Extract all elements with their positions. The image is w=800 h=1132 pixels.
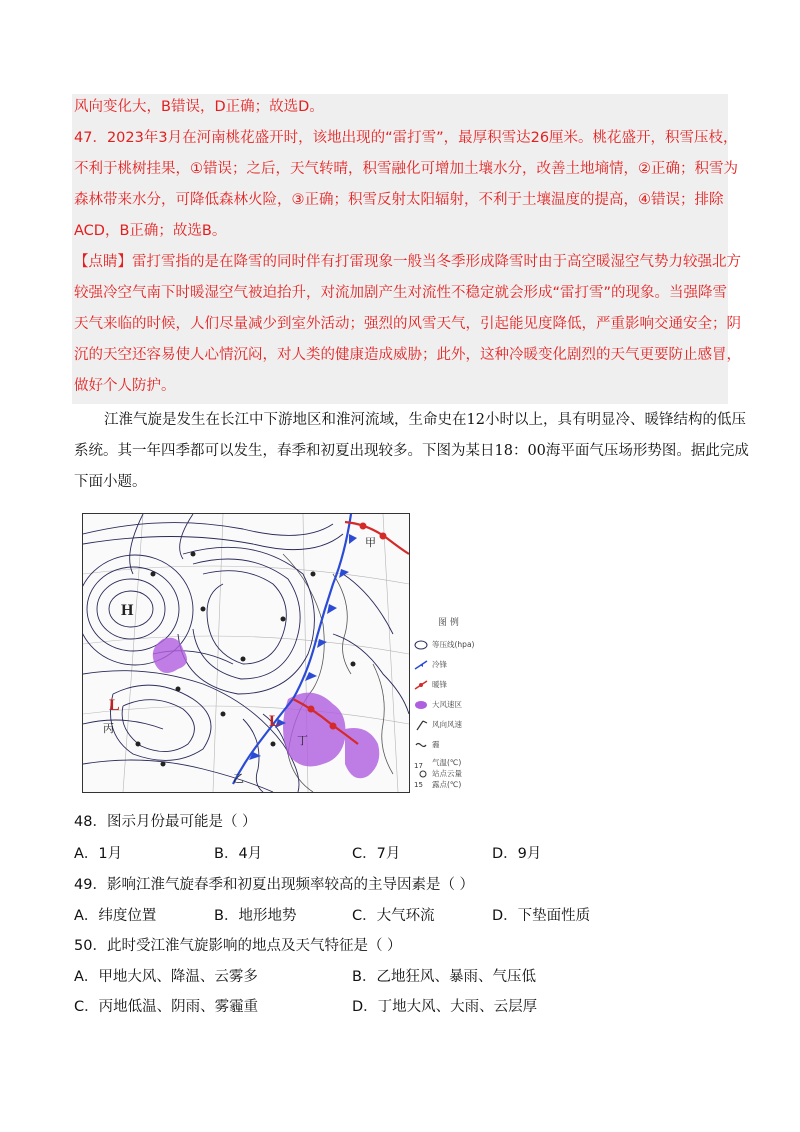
legend-item: 17 15 气温(℃) 站点云量 露点(℃) — [414, 758, 462, 789]
cold-front-icon — [414, 659, 428, 671]
weather-map-graphic — [83, 514, 409, 792]
place-bing-label: 丙 — [103, 722, 114, 735]
question-48-option-a[interactable]: A．1月 — [74, 846, 123, 862]
place-jia-label: 甲 — [365, 536, 376, 549]
answer-line: ACD，B正确；故选B。 — [74, 223, 227, 239]
question-50-option-b[interactable]: B．乙地狂风、暴雨、气压低 — [352, 969, 536, 985]
answer-line: 47．2023年3月在河南桃花盛开时，该地出现的“雷打雪”，最厚积雪达26厘米。桃花盛开，积雪压枝， — [74, 130, 738, 146]
warm-front-icon — [414, 679, 428, 691]
answer-line: 森林带来水分，可降低森林火险，③正确；积雪反射太阳辐射，不利于土壤温度的提高，④错误；排除 — [74, 192, 724, 208]
place-ding-label: 丁 — [297, 734, 308, 747]
question-48-option-d[interactable]: D．9月 — [492, 846, 542, 862]
tip-line: 沉的天空还容易使人心情沉闷，对人类的健康造成威胁；此外，这种冷暖变化剧烈的天气更要防止感冒， — [74, 347, 741, 363]
intro-line: 系统。其一年四季都可以发生，春季和初夏出现较多。下图为某日18：00海平面气压场形势图。据此完成 — [74, 443, 749, 459]
answer-line: 不利于桃树挂果，①错误；之后，天气转晴，积雪融化可增加土壤水分，改善土地墒情，②正确；积雪为 — [74, 161, 738, 177]
question-50-option-c[interactable]: C．丙地低温、阴雨、雾霾重 — [74, 999, 259, 1015]
place-yi-label: 乙 — [233, 772, 244, 785]
question-50-option-d[interactable]: D．丁地大风、大雨、云层厚 — [352, 999, 538, 1015]
legend-item: 霾 — [412, 737, 482, 755]
low-pressure-label: L — [269, 713, 280, 730]
question-49-option-a[interactable]: A．纬度位置 — [74, 908, 157, 924]
question-49-stem: 49．影响江淮气旋春季和初夏出现频率较高的主导因素是（ ） — [74, 877, 475, 893]
tip-line: 较强冷空气南下时暖湿空气被迫抬升，对流加剧产生对流性不稳定就会形成“雷打雪”的现象。当强降雪 — [74, 285, 728, 301]
question-49-option-d[interactable]: D．下垫面性质 — [492, 908, 591, 924]
legend-item: 冷锋 — [412, 657, 482, 675]
station-model-icon — [414, 759, 428, 789]
question-50-stem: 50．此时受江淮气旋影响的地点及天气特征是（ ） — [74, 938, 402, 954]
intro-line: 下面小题。 — [74, 474, 147, 490]
weather-map — [82, 513, 410, 793]
warm-front — [293, 522, 409, 744]
wind-barb-icon — [414, 719, 428, 731]
question-49-option-c[interactable]: C．大气环流 — [352, 908, 435, 924]
tip-line: 【点睛】雷打雪指的是在降雪的同时伴有打雷现象一般当冬季形成降雪时由于高空暖湿空气势力较强北方 — [74, 254, 741, 270]
question-48-stem: 48．图示月份最可能是（ ） — [74, 814, 257, 830]
legend-item: 暖锋 — [412, 677, 482, 695]
svg-text:17: 17 — [414, 762, 423, 770]
map-legend — [412, 615, 482, 795]
legend-item: 等压线(hpa) — [412, 637, 482, 655]
tip-line: 做好个人防护。 — [74, 378, 176, 394]
tip-line: 天气来临的时候，人们尽量减少到室外活动；强烈的风雪天气，引起能见度降低，严重影响交通安全；阴 — [74, 316, 741, 332]
high-pressure-label: H — [121, 602, 134, 619]
svg-text:15: 15 — [414, 781, 423, 789]
low-pressure-label: L — [109, 697, 120, 714]
legend-item: 风向风速 — [412, 717, 482, 735]
legend-title: 图 例 — [438, 618, 459, 628]
question-48-option-b[interactable]: B．4月 — [214, 846, 263, 862]
legend-item: 大风速区 — [412, 697, 482, 715]
haze-icon — [414, 739, 428, 751]
question-49-option-b[interactable]: B．地形地势 — [214, 908, 297, 924]
question-50-option-a[interactable]: A．甲地大风、降温、云雾多 — [74, 969, 258, 985]
answer-line: 风向变化大，B错误，D正确；故选D。 — [74, 99, 324, 115]
wind-zone-icon — [414, 699, 428, 711]
isobar-icon — [414, 639, 428, 651]
question-48-option-c[interactable]: C．7月 — [352, 846, 401, 862]
intro-line: 江淮气旋是发生在长江中下游地区和淮河流域，生命史在12小时以上，具有明显冷、暖锋结构的低压 — [104, 412, 746, 428]
